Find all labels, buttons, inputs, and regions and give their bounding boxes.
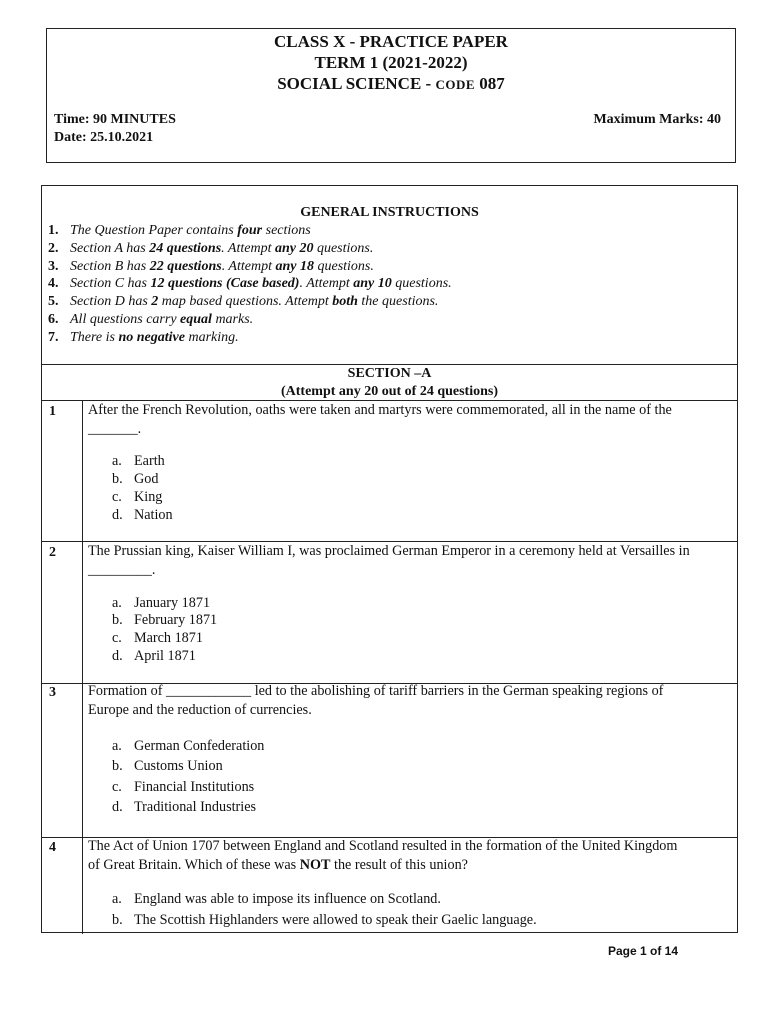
option-item: a. German Confederation (112, 738, 265, 754)
instruction-item: 6. All questions carry equal marks. (48, 311, 254, 327)
option-item: d. Nation (112, 507, 173, 523)
instruction-item: 7. There is no negative marking. (48, 329, 239, 345)
column-divider (82, 400, 83, 934)
question-number: 1 (49, 404, 56, 419)
instructions-list (48, 222, 452, 347)
time-label: Time: 90 MINUTES (54, 112, 176, 127)
option-item: a. Earth (112, 453, 165, 469)
option-item: b. Customs Union (112, 758, 223, 774)
option-item: c. King (112, 489, 163, 505)
option-item: c. Financial Institutions (112, 779, 255, 795)
question-text: The Act of Union 1707 between England and Scotland resulted in the formation of the United Kingdom of Great Britain. Which of these was NOT the result of this union? (88, 838, 678, 873)
subject-name: SOCIAL SCIENCE - (277, 74, 436, 93)
option-item: b. The Scottish Highlanders were allowed to speak their Gaelic language. (112, 912, 537, 928)
section-a-subtitle: (Attempt any 20 out of 24 questions) (281, 384, 498, 399)
term-title: TERM 1 (2021-2022) (314, 53, 468, 72)
option-item: b. God (112, 471, 159, 487)
instruction-item: 2. Section A has 24 questions. Attempt any 20 questions. (48, 240, 374, 256)
option-item: a. January 1871 (112, 595, 211, 611)
instructions-title: GENERAL INSTRUCTIONS (300, 205, 479, 220)
instruction-item: 5. Section D has 2 map based questions. Attempt both the questions. (48, 294, 439, 310)
section-a-title: SECTION –A (347, 366, 432, 381)
max-marks-label: Maximum Marks: 40 (593, 112, 721, 127)
instruction-item: 4. Section C has 12 questions (Case based). Attempt any 10 questions. (48, 276, 452, 292)
code-label: CODE (435, 77, 476, 92)
subject-title (47, 73, 735, 95)
option-item: a. England was able to impose its influence on Scotland. (112, 891, 441, 907)
question-text: The Prussian king, Kaiser William I, was proclaimed German Emperor in a ceremony held at Versailles in _________. (88, 543, 690, 578)
code-number: 087 (475, 74, 505, 93)
question-text: Formation of ____________ led to the abolishing of tariff barriers in the German speaking regions of Europe and the reduction of currencies. (88, 683, 664, 718)
option-item: b. February 1871 (112, 612, 218, 628)
question-text: After the French Revolution, oaths were taken and martyrs were commemorated, all in the name of the _______. (88, 402, 672, 437)
question-number: 3 (49, 685, 56, 700)
instruction-item: 3. Section B has 22 questions. Attempt any 18 questions. (48, 258, 374, 274)
option-item: c. March 1871 (112, 630, 203, 646)
instruction-item: 1. The Question Paper contains four sections (48, 223, 311, 238)
option-item: d. Traditional Industries (112, 799, 257, 815)
option-item: d. April 1871 (112, 648, 196, 664)
question-number: 2 (49, 545, 56, 560)
paper-header (46, 28, 736, 163)
page-number: Page 1 of 14 (608, 944, 679, 958)
class-title: CLASS X - PRACTICE PAPER (274, 32, 508, 51)
date-label: Date: 25.10.2021 (54, 130, 154, 145)
question-table (41, 185, 738, 933)
question-number: 4 (49, 840, 56, 855)
